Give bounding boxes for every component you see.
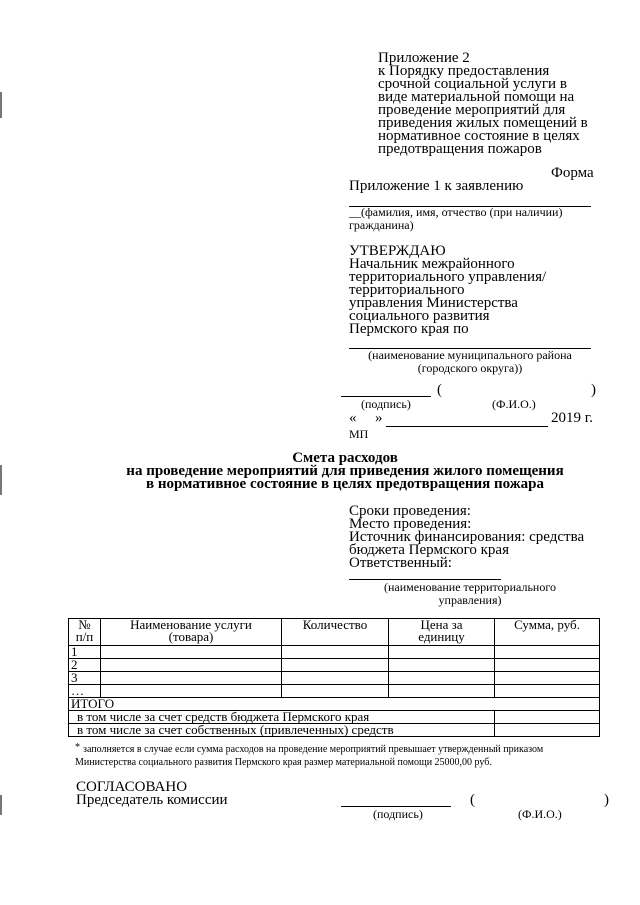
appendix-line: предотвращения пожаров — [378, 141, 542, 157]
row-number: 3 — [69, 672, 101, 685]
approval-signature-caption: (подпись) — [361, 397, 411, 411]
cell[interactable] — [495, 646, 600, 659]
responsible-label: Ответственный: — [349, 555, 452, 571]
own-funds-sum-cell[interactable] — [495, 724, 600, 737]
agreed-position: Председатель комиссии — [76, 792, 228, 808]
estimate-title-line: в нормативное состояние в целях предотвращения пожара — [145, 476, 545, 492]
cell[interactable] — [282, 672, 389, 685]
header-quantity: Количество — [282, 619, 389, 646]
own-funds-row — [69, 724, 600, 737]
appendix-title: Приложение 2 — [378, 50, 470, 66]
header-service: Наименование услуги (товара) — [101, 619, 282, 646]
agreed-signature-caption: (подпись) — [373, 807, 423, 821]
cell[interactable] — [101, 659, 282, 672]
header-price: Цена за единицу — [389, 619, 495, 646]
agreed-paren-open: ( — [470, 792, 475, 808]
cell[interactable] — [101, 685, 282, 698]
table-header-row — [69, 619, 600, 646]
estimate-title-line: на проведение мероприятий для приведения жилого помещения — [126, 463, 564, 479]
table-row — [69, 659, 600, 672]
form-label: Форма — [551, 165, 594, 181]
approval-block — [349, 245, 609, 336]
date-quote-open: « — [349, 410, 357, 426]
approval-line: социального развития — [349, 308, 490, 324]
row-number: 2 — [69, 659, 101, 672]
date-quote-close: » — [375, 410, 383, 426]
approval-line: Пермского края по — [349, 321, 469, 337]
footnote — [83, 743, 613, 756]
estimate-title-line: Смета расходов — [292, 450, 398, 466]
approval-line: территориального — [349, 282, 465, 298]
cell[interactable] — [282, 659, 389, 672]
row-number: 1 — [69, 646, 101, 659]
cell[interactable] — [389, 659, 495, 672]
cell[interactable] — [282, 685, 389, 698]
cell[interactable] — [495, 685, 600, 698]
agreed-name-caption: (Ф.И.О.) — [518, 807, 562, 821]
row-number: … — [69, 685, 101, 698]
date-line[interactable] — [386, 426, 548, 427]
appendix-line: нормативное состояние в целях — [378, 128, 580, 144]
cell[interactable] — [389, 672, 495, 685]
cell[interactable] — [495, 659, 600, 672]
applicant-name-caption: __(фамилия, имя, отчество (при наличии) гражданина) — [349, 205, 563, 232]
date-year: 2019 г. — [551, 410, 593, 426]
cell[interactable] — [101, 672, 282, 685]
place-label: Место проведения: — [349, 516, 472, 532]
estimate-table — [68, 618, 600, 737]
stamp-label: МП — [349, 427, 369, 441]
appendix-line: приведения жилых помещений в — [378, 115, 588, 131]
appendix-line: срочной социальной услуги в — [378, 76, 567, 92]
terms-label: Сроки проведения: — [349, 503, 471, 519]
total-label: ИТОГО — [69, 698, 600, 711]
budget-sum-cell[interactable] — [495, 711, 600, 724]
budget-label: в том числе за счет средств бюджета Пермского края — [69, 711, 495, 724]
header-num: № п/п — [69, 619, 101, 646]
approval-title: УТВЕРЖДАЮ — [349, 243, 446, 259]
responsible-caption: (наименование территориального управления) — [384, 580, 556, 607]
scan-edge-mark-top — [0, 92, 2, 118]
footnote-asterisk: * — [75, 742, 80, 753]
details-block — [349, 505, 619, 570]
header-sum: Сумма, руб. — [495, 619, 600, 646]
agreed-title: СОГЛАСОВАНО — [76, 779, 188, 795]
appendix-line: к Порядку предоставления — [378, 63, 550, 79]
approval-paren-open: ( — [437, 382, 442, 398]
appendix-to-application: Приложение 1 к заявлению — [349, 178, 524, 194]
cell[interactable] — [495, 672, 600, 685]
cell[interactable] — [389, 646, 495, 659]
approval-name-caption: (Ф.И.О.) — [492, 397, 536, 411]
table-row — [69, 685, 600, 698]
own-funds-label: в том числе за счет собственных (привлеченных) средств — [69, 724, 495, 737]
funding-label: бюджета Пермского края — [349, 542, 509, 558]
appendix-line: виде материальной помощи на — [378, 89, 575, 105]
district-caption: (наименование муниципального района (городского округа)) — [368, 348, 572, 375]
approval-line: территориального управления/ — [349, 269, 547, 285]
funding-label: Источник финансирования: средства — [349, 529, 585, 545]
cell[interactable] — [282, 646, 389, 659]
table-row — [69, 646, 600, 659]
appendix-block — [378, 52, 618, 156]
approval-paren-close: ) — [591, 382, 596, 398]
scan-edge-mark-bottom — [0, 795, 2, 815]
footnote-line: заполняется в случае если сумма расходов на проведение мероприятий превышает утвержденный приказом — [83, 744, 544, 755]
scan-edge-mark-middle — [0, 465, 2, 495]
footnote-line: Министерства социального развития Пермского края размер материальной помощи 25000,00 руб. — [75, 757, 492, 768]
appendix-line: проведение мероприятий для — [378, 102, 566, 118]
approval-line: управления Министерства — [349, 295, 518, 311]
approval-line: Начальник межрайонного — [349, 256, 515, 272]
estimate-title — [60, 452, 630, 491]
cell[interactable] — [389, 685, 495, 698]
cell[interactable] — [101, 646, 282, 659]
agreed-paren-close: ) — [604, 792, 609, 808]
table-row — [69, 672, 600, 685]
